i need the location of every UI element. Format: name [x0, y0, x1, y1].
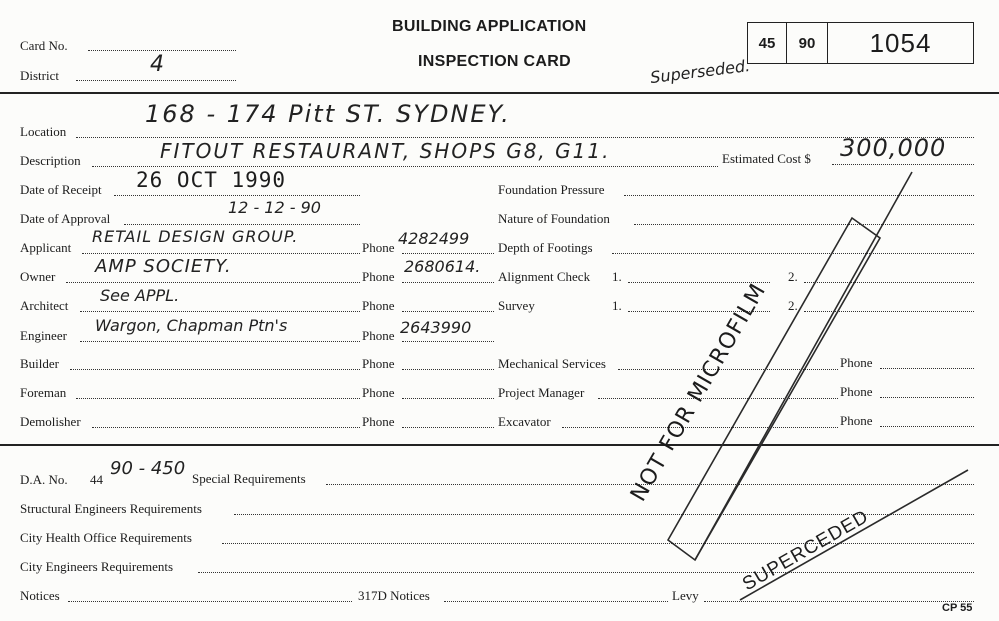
da-no-label: D.A. No.	[20, 472, 68, 487]
depth-of-footings-label: Depth of Footings	[498, 240, 593, 255]
survey-label: Survey	[498, 298, 535, 313]
estimated-cost-value: 300,000	[840, 134, 947, 162]
architect-phone-label: Phone	[362, 298, 395, 313]
project-manager-phone-label: Phone	[840, 384, 873, 399]
alignment-check-num-1: 1.	[612, 269, 622, 284]
applicant-label: Applicant	[20, 240, 72, 255]
superceded-stamp: SUPERCEDED	[739, 505, 873, 596]
city-health-label: City Health Office Requirements	[20, 530, 192, 545]
foundation-pressure-label: Foundation Pressure	[498, 182, 605, 197]
engineer-value: Wargon, Chapman Ptn's	[95, 316, 288, 335]
applicant-phone-label: Phone	[362, 240, 395, 255]
builder-phone-label: Phone	[362, 356, 395, 371]
nature-of-foundation-label: Nature of Foundation	[498, 211, 610, 226]
survey-num-1: 1.	[612, 298, 622, 313]
owner-phone-label: Phone	[362, 269, 395, 284]
foreman-phone-label: Phone	[362, 385, 395, 400]
ref-box-b: 90	[786, 22, 828, 64]
excavator-phone-label: Phone	[840, 413, 873, 428]
mechanical-services-label: Mechanical Services	[498, 356, 606, 371]
demolisher-phone-label: Phone	[362, 414, 395, 429]
levy-label: Levy	[672, 588, 699, 603]
structural-engineers-label: Structural Engineers Requirements	[20, 501, 202, 516]
engineer-phone-label: Phone	[362, 328, 395, 343]
date-of-approval-label: Date of Approval	[20, 211, 111, 226]
description-value: FITOUT RESTAURANT, SHOPS G8, G11.	[160, 139, 611, 163]
demolisher-label: Demolisher	[20, 414, 81, 429]
applicant-phone-value: 4282499	[398, 229, 470, 248]
project-manager-label: Project Manager	[498, 385, 585, 400]
card-no-label: Card No.	[20, 38, 68, 53]
form-code: CP 55	[942, 602, 973, 614]
ref-box-number: 1054	[827, 22, 974, 64]
location-label: Location	[20, 124, 67, 139]
owner-phone-value: 2680614.	[404, 257, 481, 276]
estimated-cost-label: Estimated Cost $	[722, 151, 811, 166]
superseded-note: Superseded.	[649, 55, 752, 88]
da-no-prefix: 44	[90, 472, 103, 487]
description-label: Description	[20, 153, 81, 168]
location-value: 168 - 174 Pitt ST. SYDNEY.	[145, 100, 511, 128]
foreman-label: Foreman	[20, 385, 67, 400]
district-value: 4	[150, 52, 164, 77]
da-no-value: 90 - 450	[110, 458, 186, 479]
engineer-phone-value: 2643990	[400, 318, 472, 337]
builder-label: Builder	[20, 356, 59, 371]
date-of-receipt-label: Date of Receipt	[20, 182, 102, 197]
notices-label: Notices	[20, 588, 60, 603]
ref-box-a: 45	[747, 22, 787, 64]
notices-317d-label: 317D Notices	[358, 588, 430, 603]
alignment-check-label: Alignment Check	[498, 269, 591, 284]
survey-num-2: 2.	[788, 298, 798, 313]
architect-label: Architect	[20, 298, 69, 313]
excavator-label: Excavator	[498, 414, 551, 429]
city-engineers-label: City Engineers Requirements	[20, 559, 174, 574]
date-of-approval-value: 12 - 12 - 90	[228, 198, 321, 217]
mechanical-services-phone-label: Phone	[840, 355, 873, 370]
date-of-receipt-value: 26 OCT 1990	[136, 168, 287, 192]
card-title-line1: BUILDING APPLICATION	[392, 18, 587, 35]
not-for-microfilm-stamp: NOT FOR MICROFILM	[625, 279, 772, 506]
engineer-label: Engineer	[20, 328, 67, 343]
special-requirements-label: Special Requirements	[192, 471, 306, 486]
card-title-line2: INSPECTION CARD	[418, 53, 571, 70]
owner-label: Owner	[20, 269, 56, 284]
district-label: District	[20, 68, 59, 83]
owner-value: AMP SOCIETY.	[95, 256, 232, 277]
architect-value: See APPL.	[100, 286, 180, 305]
applicant-value: RETAIL DESIGN GROUP.	[92, 227, 299, 246]
alignment-check-num-2: 2.	[788, 269, 798, 284]
